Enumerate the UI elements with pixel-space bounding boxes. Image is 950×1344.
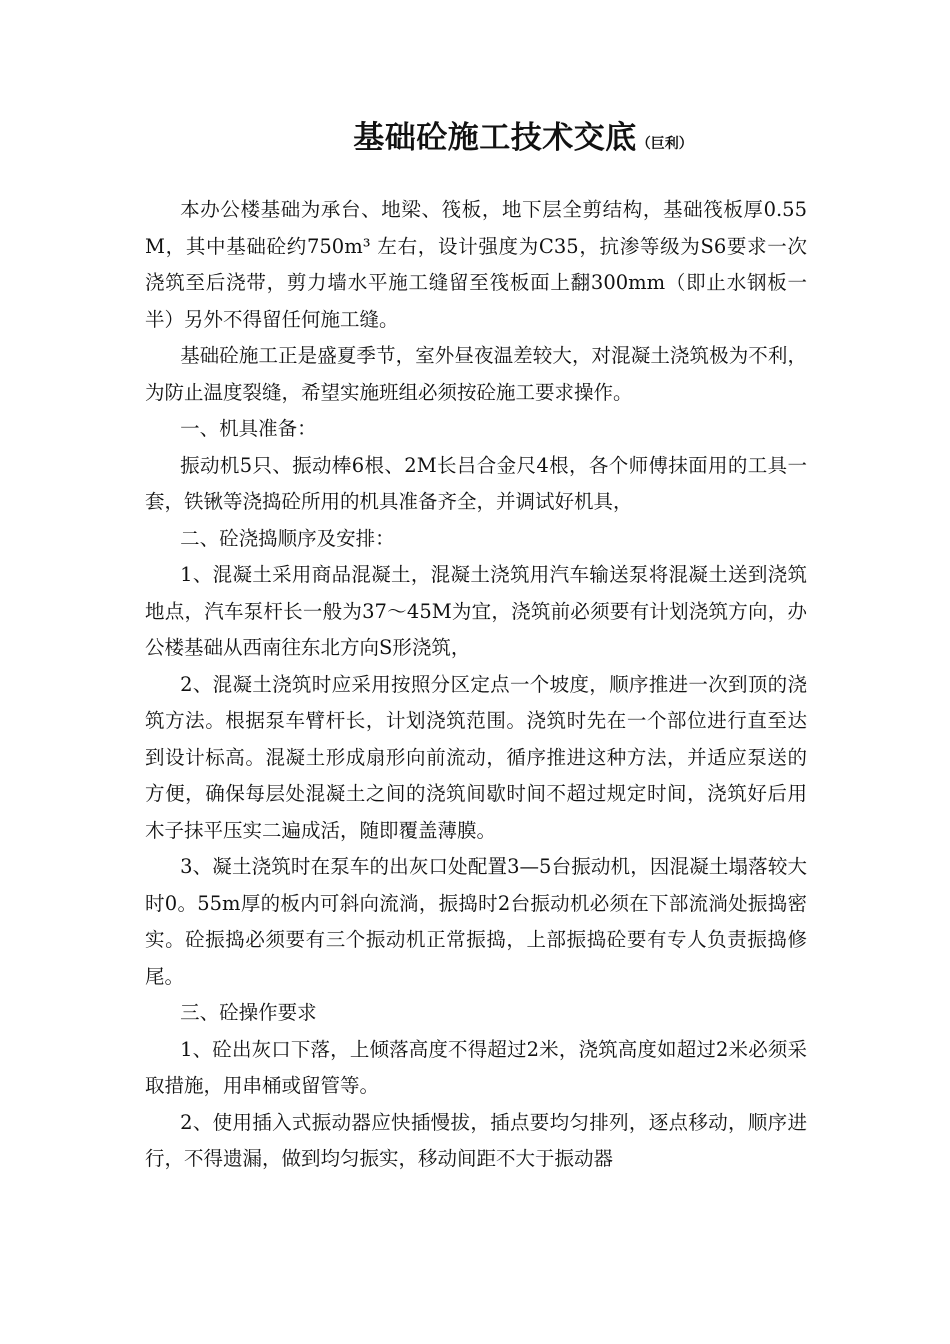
paragraph-equipment: 振动机5只、振动棒6根、2M长吕合金尺4根，各个师傅抹面用的工具一套，铁锹等浇捣砼所用的机具准备齐全，并调试好机具，	[145, 453, 807, 513]
section-heading-equipment: 一、机具准备：	[180, 417, 317, 440]
title-subtitle: （巨利）	[636, 136, 693, 152]
paragraph-pouring-2: 2、混凝土浇筑时应采用按照分区定点一个坡度，顺序推进一次到顶的浇筑方法。根据泵车臂杆长，计划浇筑范围。浇筑时先在一个部位进行直至达到设计标高。混凝土形成扇形向前流动，循序推进这种方法，并适应泵送的方便，确保每层处混凝土之间的浇筑间歇时间不超过规定时间，浇筑好后用木子抹平压实二遍成活，随即覆盖薄膜。	[145, 672, 807, 842]
paragraph-pouring-3: 3、凝土浇筑时在泵车的出灰口处配置3—5台振动机，因混凝土塌落较大时0。55m厚的板内可斜向流淌，振捣时2台振动机必须在下部流淌处振捣密实。砼振捣必须要有三个振动机正常振捣，上部振捣砼要有专人负责振捣修尾。	[145, 855, 807, 988]
document-title	[0, 112, 950, 157]
title-main: 基础砼施工技术交底	[353, 120, 637, 156]
section-heading-operation: 三、砼操作要求	[180, 1001, 317, 1024]
paragraph-operation-2: 2、使用插入式振动器应快插慢拔，插点要均匀排列，逐点移动，顺序进行，不得遗漏，做到均匀振实，移动间距不大于振动器	[145, 1110, 807, 1170]
paragraph-intro: 本办公楼基础为承台、地梁、筏板，地下层全剪结构，基础筏板厚0.55M，其中基础砼约750m³ 左右，设计强度为C35，抗渗等级为S6要求一次浇筑至后浇带，剪力墙水平施工缝留至筏板面上翻300mm（即止水钢板一半）另外不得留任何施工缝。	[145, 198, 807, 331]
section-heading-pouring-order: 二、砼浇捣顺序及安排：	[180, 526, 395, 550]
document-body	[145, 192, 807, 1178]
paragraph-pouring-1: 1、混凝土采用商品混凝土，混凝土浇筑用汽车输送泵将混凝土送到浇筑地点，汽车泵杆长一般为37～45M为宜，浇筑前必须要有计划浇筑方向，办公楼基础从西南往东北方向S形浇筑，	[145, 563, 807, 659]
paragraph-season-note: 基础砼施工正是盛夏季节，室外昼夜温差较大，对混凝土浇筑极为不利，为防止温度裂缝，希望实施班组必须按砼施工要求操作。	[145, 344, 807, 404]
paragraph-operation-1: 1、砼出灰口下落，上倾落高度不得超过2米，浇筑高度如超过2米必须采取措施，用串桶或留管等。	[145, 1037, 807, 1097]
